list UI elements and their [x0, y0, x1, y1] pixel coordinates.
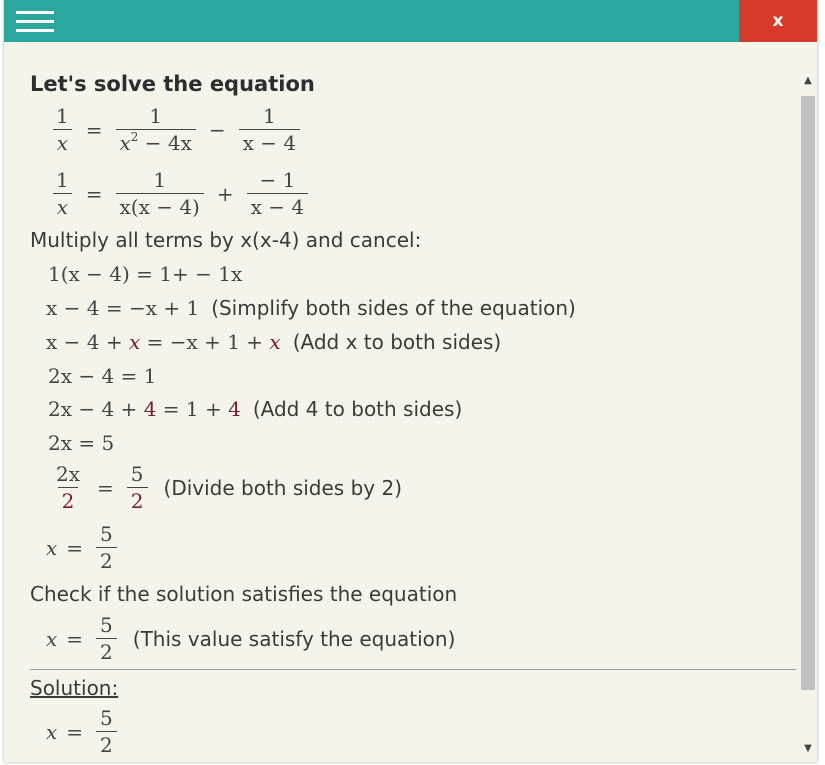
step-3: x − 4 + x = −x + 1 + x (Add x to both sides)	[46, 330, 502, 354]
fraction: $\frac{5}{2}$	[96, 522, 117, 573]
equation-factored: $\frac{1}{x}$ = $\frac{1}{x(x - 4)}$ + $\frac{- 1}{x - 4}$	[48, 168, 312, 219]
fraction: $\frac{1}{x}$	[52, 168, 73, 219]
step-4: 2x − 4 = 1	[48, 364, 157, 388]
scroll-up-arrow-icon[interactable]: ▲	[804, 75, 812, 86]
fraction: $\frac{- 1}{x - 4}$	[247, 168, 308, 219]
scroll-thumb[interactable]	[801, 96, 815, 690]
step-8: x = $\frac{5}{2}$	[46, 522, 121, 573]
step-5: 2x − 4 + 4 = 1 + 4 (Add 4 to both sides)	[48, 397, 463, 421]
hamburger-menu-icon[interactable]	[16, 10, 54, 34]
equation-original: $\frac{1}{x}$ = $\frac{1}{x^2 - 4x}$ − $\frac{1}{x - 4}$	[48, 104, 304, 155]
solution-label: Solution:	[30, 676, 119, 700]
solution-content	[4, 42, 796, 762]
step-2: x − 4 = −x + 1 (Simplify both sides of the equation)	[46, 296, 576, 320]
check-result: x = $\frac{5}{2}$ (This value satisfy the equation)	[46, 613, 456, 664]
fraction: $\frac{1}{x - 4}$	[239, 104, 300, 155]
divider	[30, 669, 796, 670]
multiply-instruction: Multiply all terms by x(x-4) and cancel:	[30, 228, 422, 252]
fraction: $\frac{5}{2}$	[96, 706, 117, 757]
fraction: $\frac{5}{2}$	[96, 613, 117, 664]
scroll-down-arrow-icon[interactable]: ▼	[804, 743, 812, 754]
step-7: $\frac{2x}{2}$ = $\frac{5}{2}$ (Divide both sides by 2)	[48, 462, 402, 513]
heading: Let's solve the equation	[30, 72, 315, 96]
vertical-scrollbar[interactable]	[799, 72, 817, 762]
solution-result: x = $\frac{5}{2}$	[46, 706, 121, 757]
fraction: $\frac{1}{x}$	[52, 104, 73, 155]
fraction: $\frac{5}{2}$	[127, 462, 148, 513]
step-1: 1(x − 4) = 1+ − 1x	[48, 262, 243, 286]
fraction: $\frac{2x}{2}$	[56, 462, 81, 513]
solver-window	[4, 0, 817, 762]
fraction: $\frac{1}{x(x - 4)}$	[116, 168, 204, 219]
fraction: $\frac{1}{x^2 - 4x}$	[116, 104, 196, 155]
step-6: 2x = 5	[48, 431, 115, 455]
title-bar	[4, 0, 817, 42]
close-button[interactable]: x	[739, 0, 817, 42]
check-instruction: Check if the solution satisfies the equation	[30, 582, 458, 606]
